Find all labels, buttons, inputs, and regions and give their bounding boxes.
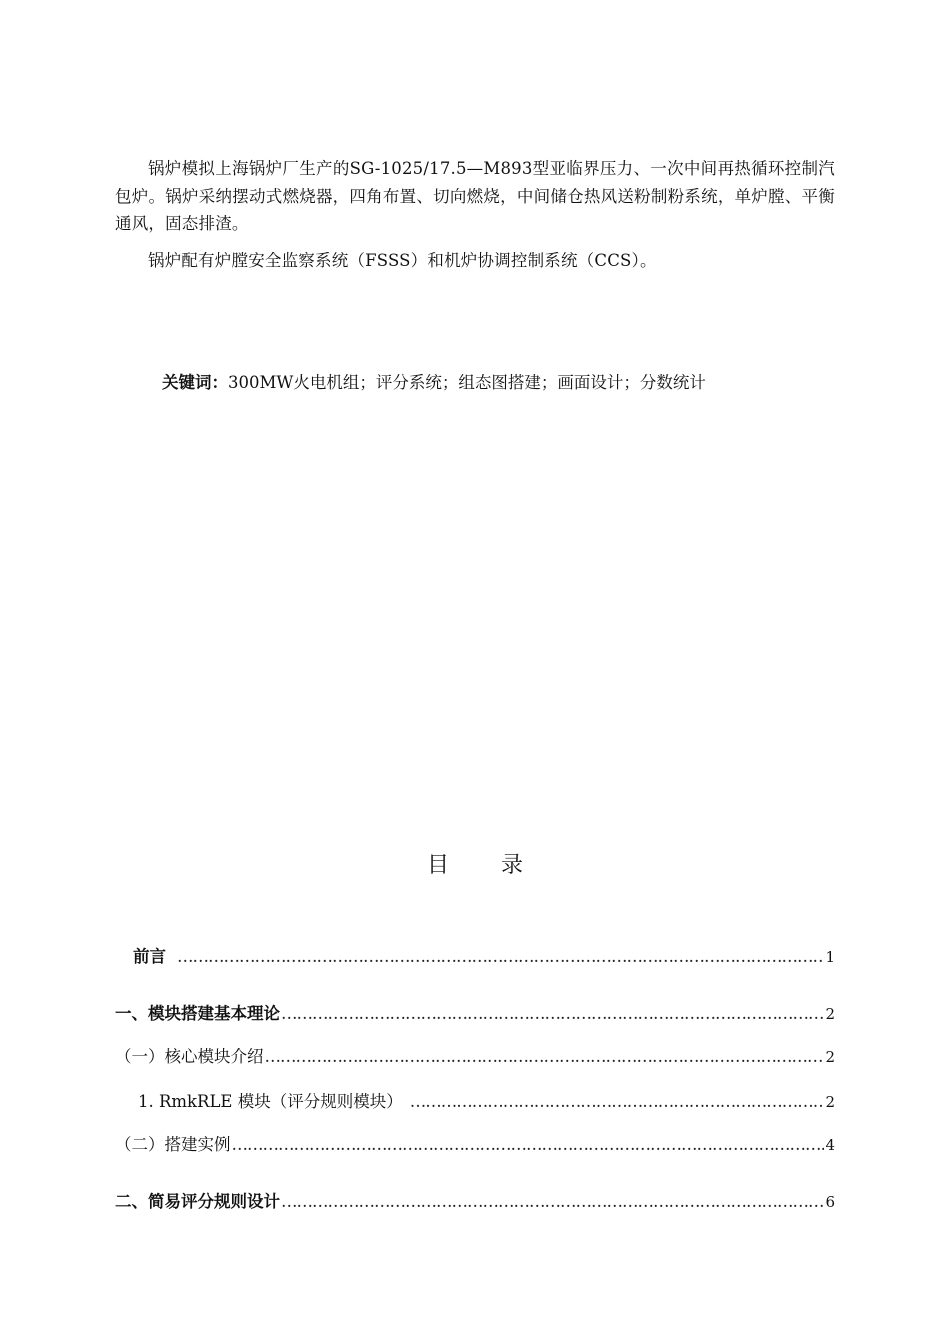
- toc-entry-subsection-1[interactable]: [138, 1090, 835, 1114]
- toc-page-number: 4: [825, 1136, 835, 1154]
- toc-entry-chapter-1[interactable]: [115, 1002, 835, 1026]
- toc-entry-section-1-1[interactable]: [115, 1045, 835, 1069]
- keywords-label: 关键词：: [162, 373, 228, 392]
- toc-leader-dots: [281, 1190, 824, 1214]
- toc-entry-label: （二）搭建实例: [115, 1135, 231, 1154]
- toc-page-number: 1: [825, 948, 835, 966]
- toc-entry-section-1-2[interactable]: [115, 1133, 835, 1157]
- toc-entry-label: 二、简易评分规则设计: [115, 1192, 280, 1211]
- toc-page-number: 6: [825, 1193, 835, 1211]
- toc-page-number: 2: [825, 1093, 835, 1111]
- toc-page-number: 2: [825, 1005, 835, 1023]
- toc-entry-label: 1. RmkRLE 模块（评分规则模块）: [138, 1092, 403, 1111]
- body-paragraph: 锅炉配有炉膛安全监察系统（FSSS）和机炉协调控制系统（CCS）。: [148, 251, 657, 270]
- keywords-line: [162, 371, 842, 395]
- keywords-text: 300MW火电机组；评分系统；组态图搭建；画面设计；分数统计: [228, 373, 706, 392]
- toc-leader-dots: [281, 1002, 824, 1026]
- toc-entry-chapter-2[interactable]: [115, 1190, 835, 1214]
- toc-title-char: 目: [426, 853, 449, 878]
- toc-leader-dots: [177, 945, 824, 969]
- toc-page-number: 2: [825, 1048, 835, 1066]
- toc-entry-preface[interactable]: [133, 945, 835, 969]
- toc-leader-dots: [265, 1045, 825, 1069]
- body-paragraph: 锅炉模拟上海锅炉厂生产的SG-1025/17.5—M893型亚临界压力、一次中间再热循环控制汽包炉。锅炉采纳摆动式燃烧器，四角布置、切向燃烧，中间储仓热风送粉制粉系统，单炉膛、平衡通风，固态排渣。: [115, 159, 835, 233]
- toc-leader-dots: [232, 1133, 825, 1157]
- toc-title: [0, 850, 950, 882]
- toc-entry-label: （一）核心模块介绍: [115, 1047, 264, 1066]
- toc-entry-label: 一、模块搭建基本理论: [115, 1004, 280, 1023]
- toc-leader-dots: [410, 1090, 825, 1114]
- toc-title-char: 录: [501, 853, 524, 878]
- toc-entry-label: 前言: [133, 947, 166, 966]
